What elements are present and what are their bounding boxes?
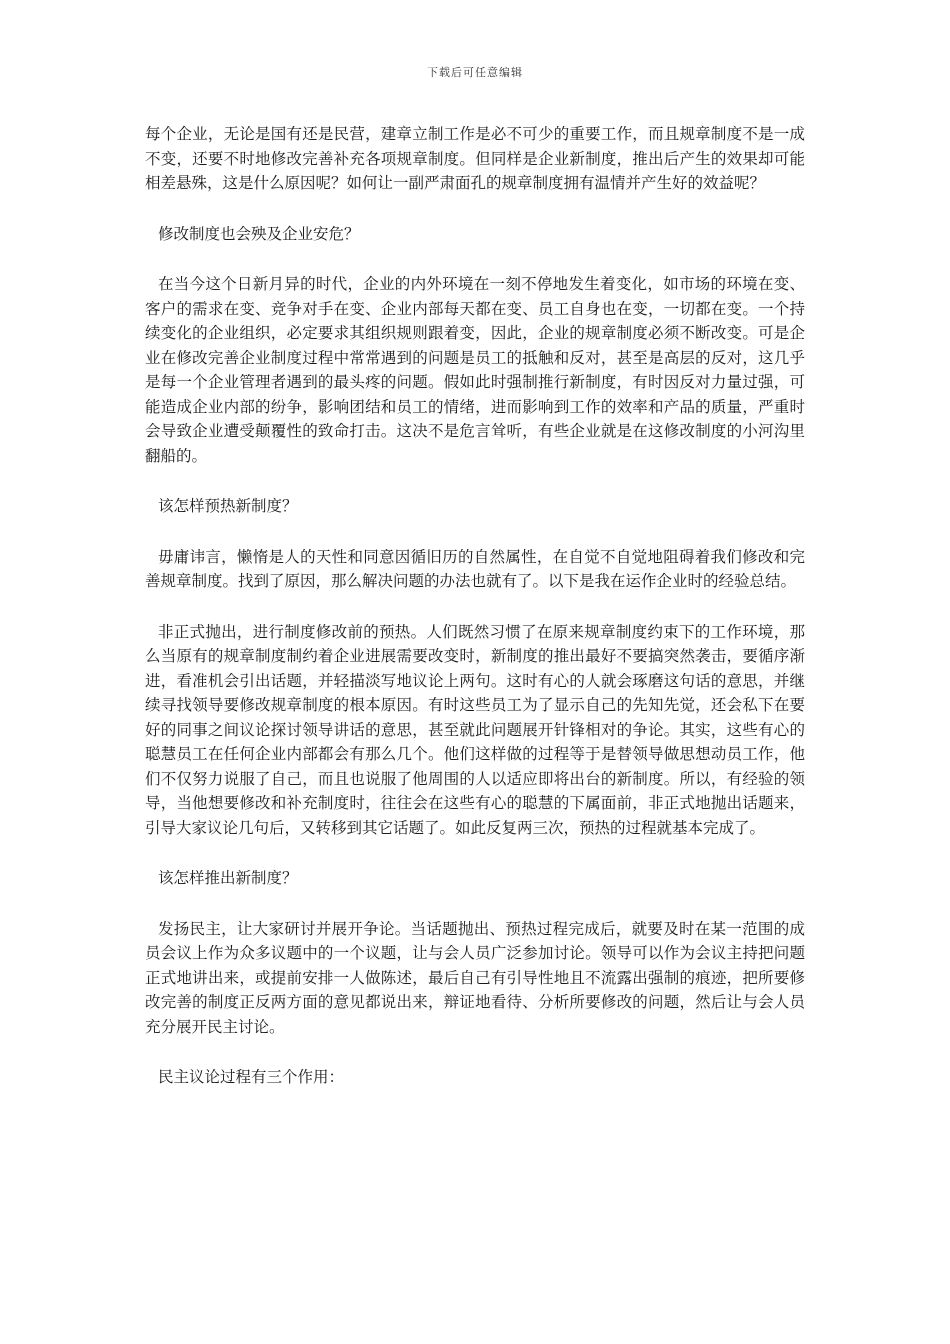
body-paragraph: 非正式抛出，进行制度修改前的预热。人们既然习惯了在原来规章制度约束下的工作环境，那么当原有的规章制度制约着企业进展需要改变时，新制度的推出最好不要搞突然袭击，要循序渐进，看准机会引出话题，并轻描淡写地议论上两句。这时有心的人就会琢磨这句话的意思，并继续寻找领导要修改规章制度的根本原因。有时这些员工为了显示自己的先知先觉，还会私下在要好的同事之间议论探讨领导讲话的意思，甚至就此问题展开针锋相对的争论。其实，这些有心的聪慧员工在任何企业内部都会有那么几个。他们这样做的过程等于是替领导做思想动员工作，他们不仅努力说服了自己，而且也说服了他周围的人以适应即将出台的新制度。所以，有经验的领导，当他想要修改和补充制度时，往往会在这些有心的聪慧的下属面前，非正式地抛出话题来，引导大家议论几句后，又转移到其它话题了。如此反复两三次，预热的过程就基本完成了。 [145, 622, 805, 837]
section-heading: 修改制度也会殃及企业安危？ [158, 224, 360, 243]
body-paragraph: 毋庸讳言，懒惰是人的天性和同意因循旧历的自然属性，在自觉不自觉地阻碍着我们修改和完善规章制度。找到了原因，那么解决问题的办法也就有了。以下是我在运作企业时的经验总结。 [145, 547, 805, 590]
intro-paragraph: 每个企业，无论是国有还是民营，建章立制工作是必不可少的重要工作，而且规章制度不是一成不变，还要不时地修改完善补充各项规章制度。但同样是企业新制度，推出后产生的效果却可能相差悬殊，这是什么原因呢？如何让一副严肃面孔的规章制度拥有温情并产生好的效益呢？ [145, 125, 805, 192]
body-paragraph: 在当今这个日新月异的时代，企业的内外环境在一刻不停地发生着变化，如市场的环境在变、客户的需求在变、竞争对手在变、企业内部每天都在变、员工自身也在变，一切都在变。一个持续变化的企业组织，必定要求其组织规则跟着变，因此，企业的规章制度必须不断改变。可是企业在修改完善企业制度过程中常常遇到的问题是员工的抵触和反对，甚至是高层的反对，这几乎是每一个企业管理者遇到的最头疼的问题。假如此时强制推行新制度，有时因反对力量过强，可能造成企业内部的纷争，影响团结和员工的情绪，进而影响到工作的效率和产品的质量，严重时会导致企业遭受颠覆性的致命打击。这决不是危言耸听，有些企业就是在这修改制度的小河沟里翻船的。 [145, 275, 805, 465]
section-heading: 该怎样推出新制度？ [158, 869, 298, 887]
section-heading: 该怎样预热新制度？ [158, 497, 298, 515]
page-header: 下载后可任意编辑 [427, 66, 523, 79]
section-heading: 民主议论过程有三个作用： [158, 1068, 345, 1086]
body-paragraph: 发扬民主，让大家研讨并展开争论。当话题抛出、预热过程完成后，就要及时在某一范围的成员会议上作为众多议题中的一个议题，让与会人员广泛参加讨论。领导可以作为会议主持把问题正式地讲出来，或提前安排一人做陈述，最后自己有引导性地且不流露出强制的痕迹，把所要修改完善的制度正反两方面的意见都说出来，辩证地看待、分析所要修改的问题，然后让与会人员充分展开民主讨论。 [145, 919, 805, 1036]
document-body [145, 122, 805, 1116]
